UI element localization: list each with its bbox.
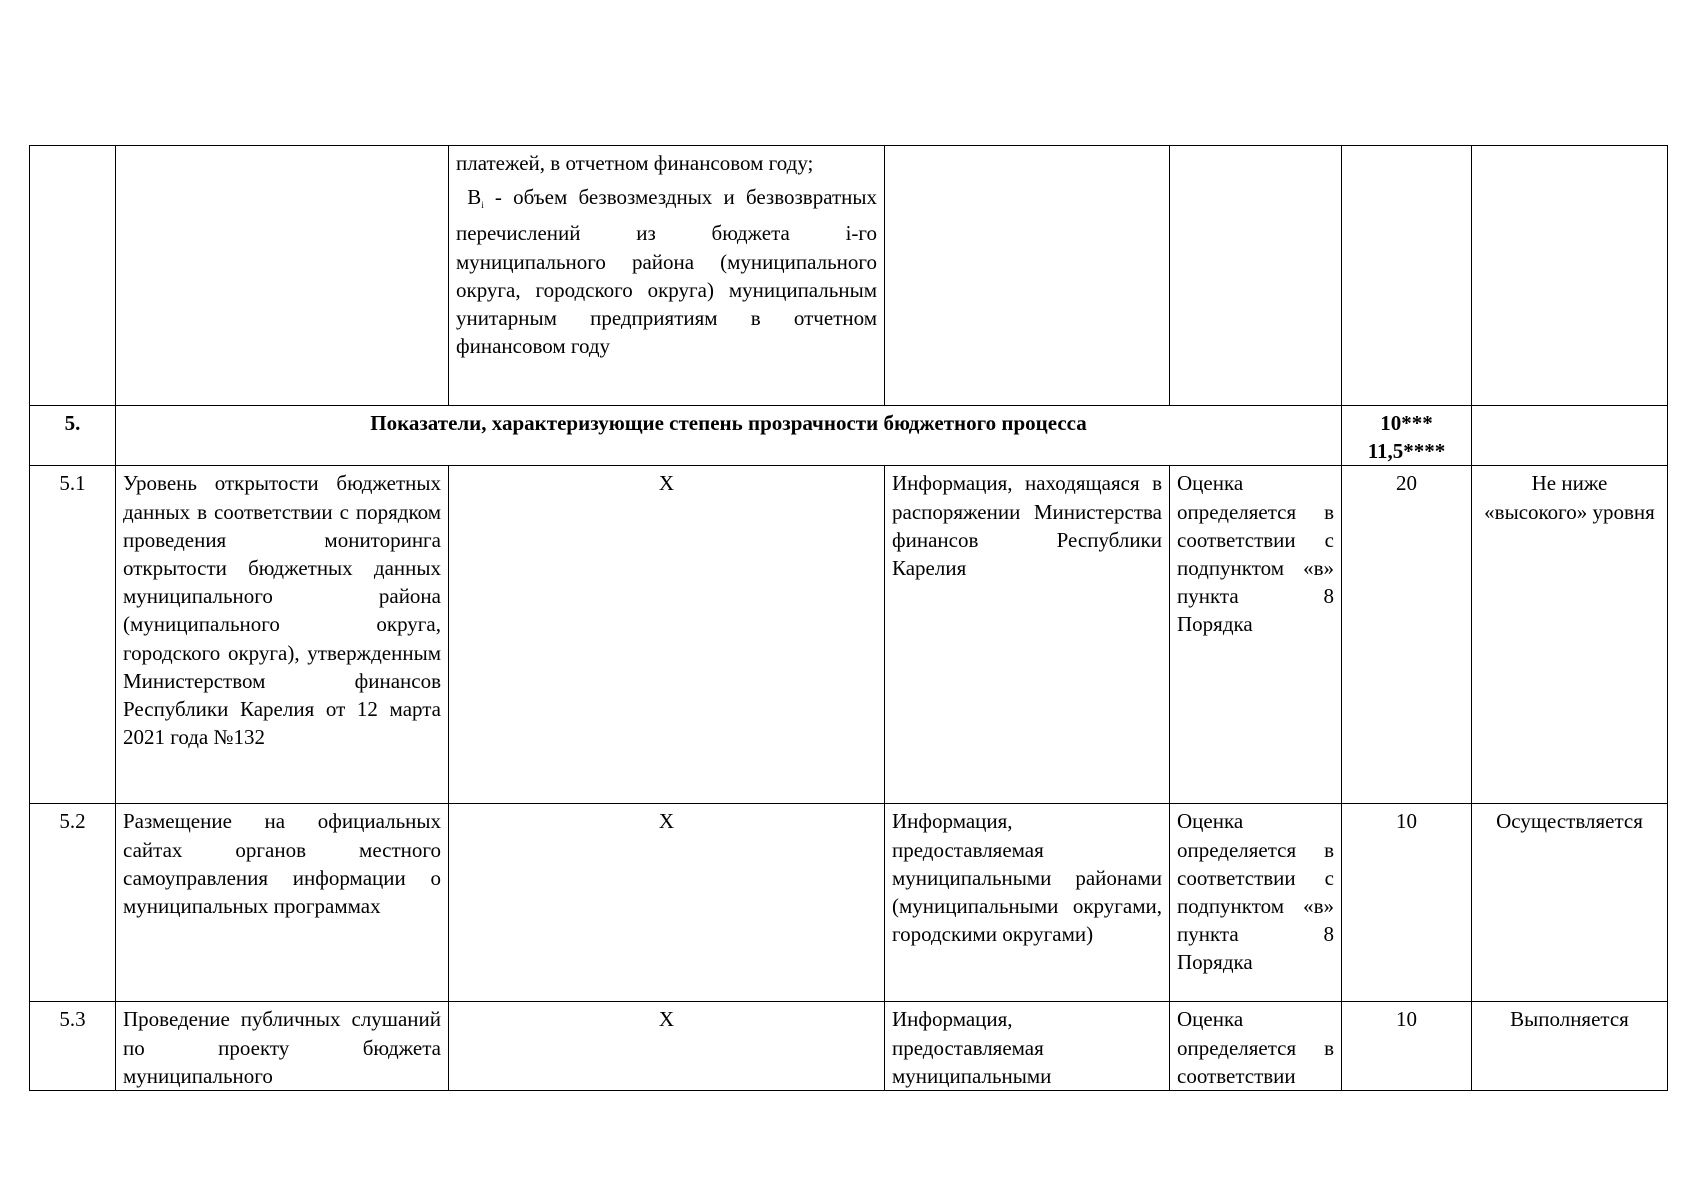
indicator-name: Размещение на официальных сайтах органов местного самоуправления информации о муниципальных программах [116,804,449,1002]
indicator-target: Выполняется [1472,1002,1668,1091]
indicator-method: Оценка определяется в соответствии с подпунктом «в» пункта 8 Порядка [1170,804,1342,1002]
indicator-formula: X [449,804,885,1002]
cont-name-cell [116,146,449,406]
table-row [30,804,1668,1002]
row-number: 5.2 [30,804,116,1002]
indicator-weight: 10 [1342,1002,1472,1091]
indicator-method: Оценка определяется в соответствии с подпунктом «в» пункта 8 Порядка [1170,466,1342,804]
cont-method-cell [1170,146,1342,406]
indicator-source: Информация, предоставляемая муниципальными районами (муниципальными округами, городскими округами) [885,804,1170,1002]
table-row [30,1002,1668,1091]
formula-text-before: платежей, в отчетном финансовом году; [456,151,814,175]
cont-weight-cell [1342,146,1472,406]
table-row [30,466,1668,804]
indicator-target: Осуществляется [1472,804,1668,1002]
section-title: Показатели, характеризующие степень прозрачности бюджетного процесса [116,406,1342,466]
indicator-method: Оценка определяется в соответствии [1170,1002,1342,1091]
row-number: 5.1 [30,466,116,804]
variable-letter: B [467,185,482,210]
continuation-row [30,146,1668,406]
cont-source-cell [885,146,1170,406]
row-number: 5.3 [30,1002,116,1091]
indicator-name: Уровень открытости бюджетных данных в соответствии с порядком проведения мониторинга открытости бюджетных данных муниципального района (муниципального округа, городского округа), утвержденным Министерством финансов Республики Карелия от 12 марта 2021 года №132 [116,466,449,804]
indicators-table [29,145,1668,1091]
section-weight-line1: 10*** [1380,411,1433,435]
cont-target-cell [1472,146,1668,406]
cont-formula-cell [449,146,885,406]
variable-description: - объем безвозмездных и безвозвратных перечислений из бюджета i-го муниципального района (муниципального округа, городского округа) муниципальным унитарным предприятиям в отчетном финансовом году [456,185,878,359]
cont-num-cell [30,146,116,406]
variable-definition [456,185,877,358]
indicator-weight: 10 [1342,804,1472,1002]
indicator-weight: 20 [1342,466,1472,804]
indicator-name: Проведение публичных слушаний по проекту бюджета муниципального [116,1002,449,1091]
indicator-target: Не ниже «высокого» уровня [1472,466,1668,804]
variable-subscript: i [481,200,484,211]
section-header-row [30,406,1668,466]
indicator-source: Информация, находящаяся в распоряжении Министерства финансов Республики Карелия [885,466,1170,804]
indicator-source: Информация, предоставляемая муниципальными [885,1002,1170,1091]
indicator-formula: X [449,466,885,804]
section-target-cell [1472,406,1668,466]
section-weight-line2: 11,5**** [1367,439,1446,464]
indicator-formula: X [449,1002,885,1091]
section-weight [1342,406,1472,466]
section-number: 5. [30,406,116,466]
